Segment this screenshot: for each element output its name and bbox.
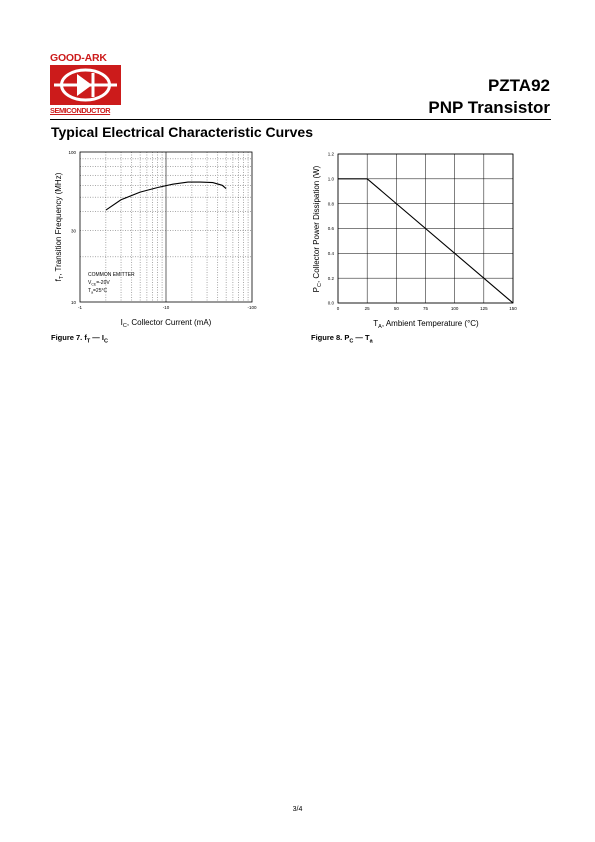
part-number: PZTA92 <box>487 76 550 95</box>
chart1-y-axis-label: $f_T$, Transition Frequency (MHz) <box>54 172 65 282</box>
chart1-y-tick-label: 30 <box>70 228 76 234</box>
chart1-y-tick-label: 100 <box>68 150 76 155</box>
chart1-x-tick-label: -1 <box>77 305 83 310</box>
chart1-annotation: $V_{CE}=-20V$ <box>88 280 110 287</box>
chart2-x-tick-label: 75 <box>422 306 429 311</box>
chart1-x-tick-label: -10 <box>162 305 170 310</box>
chart2-x-axis-label: $T_A$, Ambient Temperature (°C) <box>373 319 479 330</box>
header-rule <box>50 119 551 120</box>
chart2-x-tick-labels <box>337 306 518 311</box>
diode-symbol-icon <box>50 65 121 105</box>
chart2-y-tick-label: 1.0 <box>327 176 334 182</box>
chart1-annotation: COMMON EMITTER <box>88 272 135 278</box>
chart2-x-tick-label: 0 <box>336 306 340 311</box>
chart2-y-tick-label: 0.4 <box>327 250 334 256</box>
device-type: PNP Transistor <box>428 98 550 117</box>
logo-top-text: GOOD-ARK <box>50 52 107 64</box>
chart2-y-tick-label: 0.2 <box>327 275 334 281</box>
chart-ft-vs-ic <box>40 145 275 330</box>
chart1-x-tick-label: -100 <box>247 305 257 310</box>
chart1-x-axis-label: $I_C$, Collector Current (mA) <box>120 318 212 329</box>
chart-pc-vs-ta <box>305 145 540 335</box>
logo-bottom-text: SEMICONDUCTOR <box>50 106 111 115</box>
chart2-x-tick-label: 50 <box>393 306 399 311</box>
page-number: 3/4 <box>292 806 303 813</box>
section-title: Typical Electrical Characteristic Curves <box>51 124 313 140</box>
chart1-annotation: $T_a=25^\circ C$ <box>88 288 108 295</box>
chart2-y-tick-label: 1.2 <box>327 151 334 157</box>
logo-diode-mark <box>50 65 121 105</box>
chart2-y-axis-label: $P_C$, Collector Power Dissipation (W) <box>312 165 323 293</box>
chart2-y-tick-labels <box>328 152 335 306</box>
chart2-y-tick-label: 0.8 <box>327 201 334 207</box>
chart2-x-tick-label: 125 <box>480 306 488 311</box>
figure-8-caption: Figure 8. $P_C$ — $T_a$ <box>311 333 373 345</box>
chart2-x-tick-label: 25 <box>364 306 370 311</box>
chart2-y-tick-label: 0.0 <box>327 300 334 306</box>
chart1-y-tick-label: 10 <box>70 300 76 305</box>
company-logo <box>50 53 122 117</box>
chart2-y-tick-label: 0.6 <box>327 226 334 232</box>
chart2-x-tick-label: 150 <box>509 306 517 311</box>
chart2-x-tick-label: 100 <box>450 306 459 311</box>
figure-7-caption: Figure 7. $f_T$ — $I_C$ <box>51 333 108 345</box>
